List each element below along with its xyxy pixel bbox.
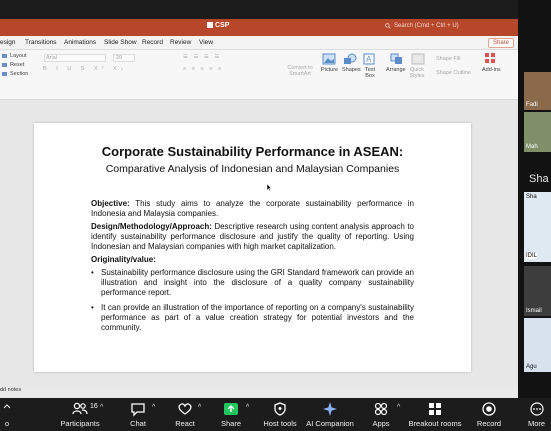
- tab-animations[interactable]: Animations: [64, 39, 97, 46]
- text-box-icon: [363, 53, 375, 65]
- tab-view[interactable]: View: [199, 39, 213, 46]
- design-label: Design/Methodology/Approach:: [91, 222, 212, 231]
- design-text: Descriptive research using content analysis approach to identify sustainability performance disclosure and justify the quality of reporting. Using Indonesian and Malaysian companies with high market capitalization.: [91, 222, 414, 251]
- addins-icon: [484, 52, 496, 64]
- layout-button[interactable]: Layout: [10, 53, 27, 59]
- shapes-button[interactable]: Shapes: [342, 67, 361, 73]
- addins-button[interactable]: Add-ins: [482, 67, 501, 73]
- tab-record[interactable]: Record: [142, 39, 163, 46]
- shape-outline-button[interactable]: Shape Outline: [436, 70, 471, 76]
- chat-icon: [130, 402, 146, 416]
- participant-name: Sha: [526, 194, 537, 200]
- search-input[interactable]: Search (Cmd + Ctrl + U): [394, 23, 459, 29]
- quick-styles-icon: [411, 53, 425, 65]
- chevron-up-icon[interactable]: ^: [100, 404, 104, 411]
- record-icon: [482, 402, 496, 416]
- slide-canvas[interactable]: [34, 123, 471, 372]
- font-format-icons[interactable]: B I U S X² X₂: [43, 66, 127, 72]
- convert-smartart-button[interactable]: Convert to SmartArt: [287, 65, 313, 77]
- chevron-up-icon[interactable]: ^: [397, 404, 401, 411]
- arrange-icon: [390, 53, 404, 65]
- ai-companion-button[interactable]: [305, 398, 355, 431]
- slide-editor: [0, 101, 518, 387]
- react-heart-icon: [177, 402, 193, 416]
- ribbon: [0, 50, 518, 100]
- powerpoint-title-bar: [0, 19, 518, 36]
- share-label: Share: [492, 40, 509, 46]
- list-icons[interactable]: ☰ ☰ ☰ ☰: [183, 54, 222, 60]
- arrange-button[interactable]: Arrange: [386, 67, 406, 73]
- tab-slide-show[interactable]: Slide Show: [104, 39, 137, 46]
- toolbar-left-partial[interactable]: [0, 398, 14, 431]
- share-screen-icon: [223, 402, 239, 416]
- chat-button[interactable]: [123, 398, 156, 431]
- more-button[interactable]: [522, 398, 551, 431]
- reset-button[interactable]: Reset: [10, 62, 25, 68]
- shape-fill-button[interactable]: Shape Fill: [436, 56, 461, 62]
- svg-text:A: A: [366, 55, 372, 64]
- section-button[interactable]: Section: [10, 71, 29, 77]
- tab-review[interactable]: Review: [170, 39, 192, 46]
- originality-list: [91, 268, 414, 333]
- originality-label: Originality/value:: [91, 255, 156, 264]
- apps-icon: [374, 402, 388, 416]
- font-name-select[interactable]: Arial: [44, 54, 106, 62]
- chevron-up-icon[interactable]: ^: [152, 404, 156, 411]
- ppt-file-icon: [207, 22, 213, 28]
- record-label: Record: [476, 419, 502, 428]
- shared-screen: [0, 19, 518, 398]
- slide-subtitle: Comparative Analysis of Indonesian and Malaysian Companies: [105, 163, 400, 175]
- font-size-select[interactable]: 20: [113, 54, 135, 62]
- mouse-pointer-icon: [267, 184, 272, 191]
- participants-button[interactable]: [57, 398, 103, 431]
- participants-icon: [72, 402, 88, 416]
- participant-name: Agu: [526, 364, 537, 370]
- search-icon: [385, 23, 391, 29]
- participant-tile[interactable]: [524, 266, 551, 316]
- share-label: Share: [220, 419, 242, 428]
- participants-label: Participants: [60, 419, 100, 428]
- react-label: React: [175, 419, 195, 428]
- tab-design[interactable]: esign: [0, 39, 16, 46]
- participant-strip: [518, 0, 551, 398]
- host-tools-button[interactable]: [260, 398, 300, 431]
- share-button[interactable]: [488, 38, 514, 48]
- design-paragraph: [91, 222, 414, 252]
- meeting-toolbar: [0, 398, 551, 431]
- participant-name: IDIL: [526, 253, 538, 259]
- apps-label: Apps: [372, 419, 390, 428]
- breakout-rooms-label: Breakout rooms: [408, 419, 462, 428]
- picture-button[interactable]: Picture: [321, 67, 339, 73]
- react-button[interactable]: [170, 398, 200, 431]
- document-title: CSP: [207, 22, 229, 29]
- section-icon: [2, 72, 7, 76]
- ribbon-tabs: [0, 36, 518, 50]
- tab-transitions[interactable]: Transitions: [25, 39, 57, 46]
- slide-body: [91, 199, 414, 338]
- chevron-up-icon[interactable]: ^: [198, 404, 202, 411]
- list-item: • It can provide an illustration of the importance of reporting on a company's sustainability performance as part of a value creation strategy for potential investors and the community.: [91, 303, 414, 333]
- chat-label: Chat: [130, 419, 146, 428]
- toolbar-left-label: o: [4, 419, 10, 428]
- objective-paragraph: [91, 199, 414, 219]
- host-tools-label: Host tools: [263, 419, 297, 428]
- participant-name: Mah: [526, 144, 538, 150]
- sharing-indicator: Sha: [529, 173, 549, 185]
- reset-icon: [2, 63, 7, 67]
- layout-icon: [2, 54, 7, 58]
- slide-title: Corporate Sustainability Performance in ASEAN:: [101, 144, 404, 159]
- originality-paragraph: [91, 255, 414, 265]
- picture-icon: [322, 53, 336, 65]
- chevron-up-icon: [3, 402, 11, 410]
- chevron-up-icon[interactable]: ^: [246, 404, 250, 411]
- ai-companion-label: AI Companion: [306, 419, 354, 428]
- participant-tile[interactable]: [524, 112, 551, 152]
- sparkle-icon: [322, 402, 338, 416]
- text-box-button[interactable]: Text Box: [364, 67, 376, 79]
- align-icons[interactable]: ≡ ≡ ≡ ≡ ≡: [183, 66, 224, 72]
- more-label: More: [527, 419, 546, 428]
- shield-icon: [273, 402, 287, 416]
- breakout-rooms-button[interactable]: [410, 398, 460, 431]
- objective-text: This study aims to analyze the corporate sustainability performance in Indonesia and Malaysia companies.: [91, 199, 414, 218]
- list-item: • Sustainability performance disclosure using the GRI Standard framework can provide an illustration and insight into the disclosure of a quality company sustainability performance report.: [91, 268, 414, 298]
- quick-styles-button[interactable]: Quick Styles: [409, 67, 425, 79]
- participant-tile[interactable]: [524, 192, 551, 262]
- objective-label: Objective:: [91, 199, 130, 208]
- participant-name: Fadi: [526, 102, 538, 108]
- apps-button[interactable]: [366, 398, 396, 431]
- participant-tile[interactable]: [524, 72, 551, 110]
- breakout-rooms-icon: [428, 402, 442, 416]
- add-notes-field[interactable]: dd notes: [0, 387, 22, 393]
- record-button[interactable]: [472, 398, 506, 431]
- shapes-icon: [343, 53, 357, 65]
- participant-name: Ismail: [526, 308, 542, 314]
- participants-count: 16: [90, 403, 98, 410]
- share-screen-button[interactable]: [216, 398, 246, 431]
- more-icon: [530, 402, 544, 416]
- participant-tile[interactable]: [524, 318, 551, 372]
